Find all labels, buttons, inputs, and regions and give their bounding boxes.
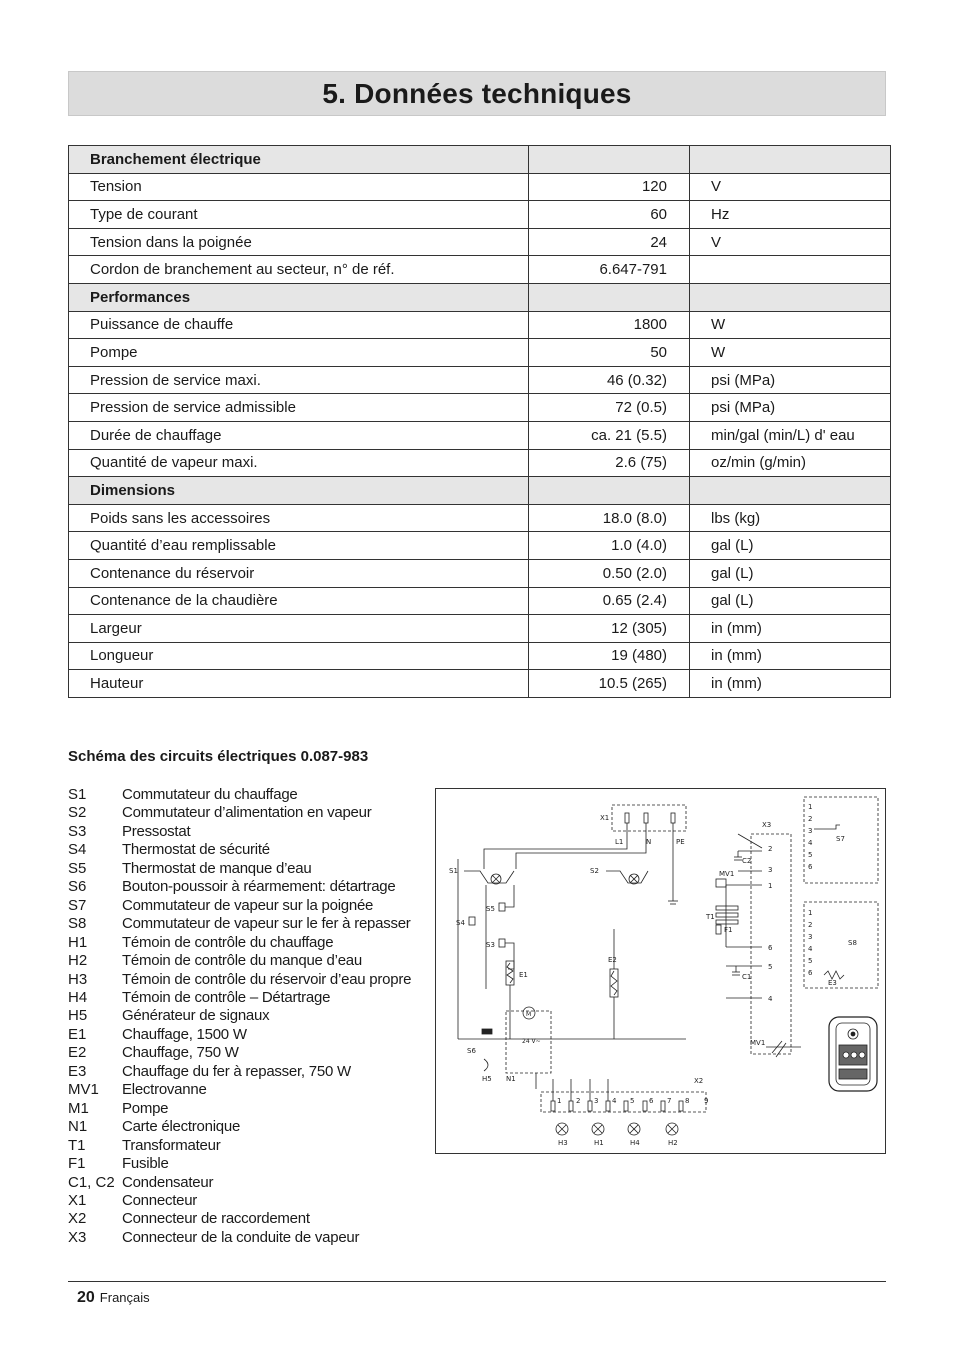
wiring-diagram — [435, 788, 886, 1154]
row-value: 1.0 (4.0) — [529, 532, 690, 560]
legend-item — [68, 971, 411, 989]
c2-label: C2 — [742, 857, 752, 865]
legend-item — [68, 1118, 411, 1136]
svg-text:6: 6 — [808, 969, 813, 977]
t1-label: T1 — [706, 913, 715, 921]
section-heading: Performances — [69, 283, 529, 311]
svg-text:4: 4 — [808, 839, 813, 847]
svg-text:5: 5 — [808, 957, 813, 965]
legend-code: H5 — [68, 1007, 88, 1025]
legend-description: Carte électronique — [122, 1118, 241, 1136]
table-row — [69, 366, 891, 394]
legend-description: Commutateur de vapeur sur la poignée — [122, 896, 374, 914]
e3-heater-icon — [824, 971, 844, 979]
row-unit: gal (L) — [690, 559, 891, 587]
svg-text:7: 7 — [667, 1097, 672, 1105]
table-section-header — [69, 146, 891, 174]
table-row — [69, 173, 891, 201]
row-value: 6.647-791 — [529, 256, 690, 284]
svg-text:1: 1 — [557, 1097, 562, 1105]
legend-item — [68, 1007, 411, 1025]
row-label: Pompe — [69, 339, 529, 367]
legend-item — [68, 1081, 411, 1099]
row-unit: in (mm) — [690, 615, 891, 643]
legend-item — [68, 878, 411, 896]
legend-item — [68, 1026, 411, 1044]
row-label: Quantité de vapeur maxi. — [69, 449, 529, 477]
s8-label: S8 — [848, 939, 857, 947]
legend-code: E3 — [68, 1062, 87, 1080]
title-bar — [68, 71, 886, 116]
svg-text:1: 1 — [808, 909, 813, 917]
footer-rule — [68, 1281, 886, 1282]
legend-item — [68, 897, 411, 915]
h2-label: H2 — [668, 1139, 678, 1147]
legend-code: S6 — [68, 878, 87, 896]
row-value: 10.5 (265) — [529, 670, 690, 698]
legend-description: Fusible — [122, 1155, 169, 1173]
svg-text:3: 3 — [808, 933, 813, 941]
e3-label: E3 — [828, 979, 837, 987]
table-section-header — [69, 477, 891, 505]
s6-label: S6 — [467, 1047, 476, 1055]
table-row — [69, 504, 891, 532]
x3-label: X3 — [762, 821, 772, 829]
h2-lamp-icon — [666, 1123, 678, 1135]
row-unit: psi (MPa) — [690, 394, 891, 422]
legend-code: N1 — [68, 1118, 88, 1136]
mv1-label: MV1 — [719, 870, 735, 878]
pe-label: PE — [676, 838, 685, 846]
footer-language: Français — [99, 1290, 150, 1305]
row-unit: in (mm) — [690, 670, 891, 698]
legend-description: Commutateur du chauffage — [122, 786, 298, 803]
h1-label: H1 — [594, 1139, 604, 1147]
f1-fuse-icon — [716, 925, 721, 934]
legend-item — [68, 1174, 411, 1192]
s5-thermostat-icon — [499, 903, 505, 911]
legend-code: H1 — [68, 933, 88, 951]
row-label: Contenance du réservoir — [69, 559, 529, 587]
row-value: 120 — [529, 173, 690, 201]
n-label: N — [646, 838, 652, 846]
legend-description: Electrovanne — [122, 1081, 207, 1099]
page-footer — [77, 1289, 150, 1307]
svg-text:9: 9 — [704, 1097, 709, 1105]
technical-data-table — [68, 145, 891, 698]
table-row — [69, 421, 891, 449]
row-value: 19 (480) — [529, 642, 690, 670]
svg-text:1: 1 — [768, 882, 773, 890]
row-value: ca. 21 (5.5) — [529, 421, 690, 449]
page-number: 20 — [77, 1289, 95, 1306]
s5-label: S5 — [486, 905, 495, 913]
legend-item — [68, 952, 411, 970]
table-row — [69, 201, 891, 229]
svg-text:6: 6 — [649, 1097, 654, 1105]
l1-label: L1 — [615, 838, 624, 846]
row-unit: gal (L) — [690, 532, 891, 560]
h1-lamp-icon — [592, 1123, 604, 1135]
legend-item — [68, 1229, 411, 1247]
h3-lamp-icon — [556, 1123, 568, 1135]
x1-label: X1 — [600, 814, 610, 822]
svg-text:6: 6 — [768, 944, 773, 952]
row-label: Longueur — [69, 642, 529, 670]
s2-label: S2 — [590, 867, 599, 875]
row-value: 0.65 (2.4) — [529, 587, 690, 615]
table-row — [69, 642, 891, 670]
svg-text:3: 3 — [594, 1097, 599, 1105]
schema-title: Schéma des circuits électriques 0.087-983 — [68, 748, 369, 765]
legend-code: X3 — [68, 1228, 87, 1246]
legend-code: F1 — [68, 1155, 86, 1173]
row-value: 12 (305) — [529, 615, 690, 643]
s1-label: S1 — [449, 867, 458, 875]
legend-item — [68, 989, 411, 1007]
row-unit: gal (L) — [690, 587, 891, 615]
svg-text:4: 4 — [768, 995, 773, 1003]
table-row — [69, 339, 891, 367]
legend-description: Condensateur — [122, 1173, 214, 1191]
row-unit: lbs (kg) — [690, 504, 891, 532]
legend-item — [68, 841, 411, 859]
legend-code: X1 — [68, 1191, 87, 1209]
x2-label: X2 — [694, 1077, 704, 1085]
legend-code: C1, C2 — [68, 1173, 115, 1191]
svg-text:8: 8 — [685, 1097, 690, 1105]
legend-code: S3 — [68, 822, 87, 840]
legend-code: S2 — [68, 804, 87, 822]
table-row — [69, 394, 891, 422]
row-value: 1800 — [529, 311, 690, 339]
row-label: Contenance de la chaudière — [69, 587, 529, 615]
legend-description: Thermostat de manque d’eau — [122, 859, 312, 877]
row-value: 18.0 (8.0) — [529, 504, 690, 532]
x2-pins — [551, 1101, 683, 1111]
table-row — [69, 670, 891, 698]
legend-item — [68, 860, 411, 878]
legend-code: S8 — [68, 915, 87, 933]
svg-text:6: 6 — [808, 863, 813, 871]
legend-code: S5 — [68, 859, 87, 877]
svg-text:5: 5 — [630, 1097, 635, 1105]
svg-text:2: 2 — [768, 845, 773, 853]
legend-code: E1 — [68, 1025, 87, 1043]
legend-description: Pompe — [122, 1099, 169, 1117]
legend-item — [68, 1063, 411, 1081]
svg-text:2: 2 — [576, 1097, 581, 1105]
row-value: 2.6 (75) — [529, 449, 690, 477]
legend-code: MV1 — [68, 1081, 99, 1099]
table-row — [69, 615, 891, 643]
row-label: Poids sans les accessoires — [69, 504, 529, 532]
row-label: Puissance de chauffe — [69, 311, 529, 339]
c1-label: C1 — [742, 973, 752, 981]
row-value: 46 (0.32) — [529, 366, 690, 394]
legend-description: Connecteur — [122, 1191, 198, 1209]
row-label: Hauteur — [69, 670, 529, 698]
legend-description: Chauffage, 1500 W — [122, 1025, 247, 1043]
mv1-valve-icon — [716, 879, 726, 887]
svg-text:2: 2 — [808, 921, 813, 929]
row-unit: oz/min (g/min) — [690, 449, 891, 477]
legend-code: T1 — [68, 1136, 86, 1154]
legend-description: Chauffage, 750 W — [122, 1044, 239, 1062]
table-row — [69, 311, 891, 339]
s8-iron-box — [804, 902, 878, 988]
h4-lamp-icon — [628, 1123, 640, 1135]
svg-text:4: 4 — [808, 945, 813, 953]
section-heading: Dimensions — [69, 477, 529, 505]
x2-connector-box — [541, 1092, 709, 1112]
table-row — [69, 449, 891, 477]
legend-description: Générateur de signaux — [122, 1007, 270, 1025]
svg-text:4: 4 — [612, 1097, 617, 1105]
h3-label: H3 — [558, 1139, 568, 1147]
row-unit: Hz — [690, 201, 891, 229]
row-label: Pression de service admissible — [69, 394, 529, 422]
s3-label: S3 — [486, 941, 495, 949]
legend-code: S4 — [68, 841, 87, 859]
section-heading: Branchement électrique — [69, 146, 529, 174]
legend-item — [68, 1137, 411, 1155]
legend-description: Commutateur d’alimentation en vapeur — [122, 804, 372, 822]
legend-code: H2 — [68, 952, 88, 970]
legend-item — [68, 823, 411, 841]
row-label: Largeur — [69, 615, 529, 643]
table-row — [69, 228, 891, 256]
legend-code: H3 — [68, 970, 88, 988]
legend-item — [68, 1192, 411, 1210]
legend-code: E2 — [68, 1044, 87, 1062]
svg-text:M: M — [526, 1011, 532, 1018]
x1-pins — [625, 813, 675, 823]
legend-description: Pressostat — [122, 822, 191, 840]
legend-description: Connecteur de la conduite de vapeur — [122, 1228, 360, 1246]
row-label: Quantité d’eau remplissable — [69, 532, 529, 560]
s6-button-icon — [482, 1029, 492, 1034]
legend-description: Thermostat de sécurité — [122, 841, 270, 859]
h4-label: H4 — [630, 1139, 640, 1147]
legend-item — [68, 1044, 411, 1062]
row-unit: W — [690, 311, 891, 339]
legend-description: Témoin de contrôle du chauffage — [122, 933, 334, 951]
row-unit: W — [690, 339, 891, 367]
legend-code: S1 — [68, 786, 87, 803]
legend-description: Transformateur — [122, 1136, 221, 1154]
n1-label: N1 — [506, 1075, 516, 1083]
row-unit: V — [690, 173, 891, 201]
legend-code: H4 — [68, 988, 88, 1006]
legend-code: X2 — [68, 1210, 87, 1228]
e2-label: E2 — [608, 956, 617, 964]
legend-description: Chauffage du fer à repasser, 750 W — [122, 1062, 351, 1080]
legend-code: S7 — [68, 896, 87, 914]
legend-description: Commutateur de vapeur sur le fer à repasser — [122, 915, 411, 933]
table-row — [69, 559, 891, 587]
legend-item — [68, 915, 411, 933]
legend-item — [68, 934, 411, 952]
row-unit: in (mm) — [690, 642, 891, 670]
legend-description: Témoin de contrôle – Détartrage — [122, 988, 331, 1006]
row-label: Cordon de branchement au secteur, n° de réf. — [69, 256, 529, 284]
svg-text:2: 2 — [808, 815, 813, 823]
legend-item — [68, 1210, 411, 1228]
e1-label: E1 — [519, 971, 528, 979]
svg-text:5: 5 — [768, 963, 773, 971]
h5-buzzer-icon — [484, 1059, 488, 1071]
legend-description: Connecteur de raccordement — [122, 1210, 310, 1228]
f1-label: F1 — [724, 926, 733, 934]
svg-text:5: 5 — [808, 851, 813, 859]
control-panel-icon — [829, 1017, 877, 1091]
svg-text:3: 3 — [808, 827, 813, 835]
svg-text:1: 1 — [808, 803, 813, 811]
table-section-header — [69, 283, 891, 311]
row-unit: psi (MPa) — [690, 366, 891, 394]
row-label: Durée de chauffage — [69, 421, 529, 449]
table-row — [69, 532, 891, 560]
table-row — [69, 587, 891, 615]
row-value: 0.50 (2.0) — [529, 559, 690, 587]
legend-item — [68, 1155, 411, 1173]
row-label: Tension dans la poignée — [69, 228, 529, 256]
mv1-valve-label: MV1 — [750, 1039, 766, 1047]
s4-label: S4 — [456, 919, 465, 927]
row-value: 24 — [529, 228, 690, 256]
row-label: Type de courant — [69, 201, 529, 229]
legend-code: M1 — [68, 1099, 89, 1117]
s3-pressostat-icon — [499, 939, 505, 947]
s7-label: S7 — [836, 835, 845, 843]
t1-transformer-icon — [716, 906, 738, 924]
row-unit: min/gal (min/L) d' eau — [690, 421, 891, 449]
row-label: Tension — [69, 173, 529, 201]
legend-item — [68, 804, 411, 822]
table-row — [69, 256, 891, 284]
voltage-label: 24 V~ — [522, 1038, 541, 1045]
svg-text:3: 3 — [768, 866, 773, 874]
legend-description: Témoin de contrôle du réservoir d’eau propre — [122, 970, 412, 988]
legend-description: Bouton-poussoir à réarmement: détartrage — [122, 878, 396, 896]
page-title: 5. Données techniques — [322, 77, 632, 109]
row-label: Pression de service maxi. — [69, 366, 529, 394]
legend-item — [68, 786, 411, 804]
h5-label: H5 — [482, 1075, 492, 1083]
row-unit — [690, 256, 891, 284]
row-unit: V — [690, 228, 891, 256]
legend-item — [68, 1100, 411, 1118]
row-value: 72 (0.5) — [529, 394, 690, 422]
component-legend — [68, 786, 411, 1247]
s4-thermostat-icon — [469, 917, 475, 925]
row-value: 60 — [529, 201, 690, 229]
row-value: 50 — [529, 339, 690, 367]
legend-description: Témoin de contrôle du manque d’eau — [122, 952, 362, 970]
